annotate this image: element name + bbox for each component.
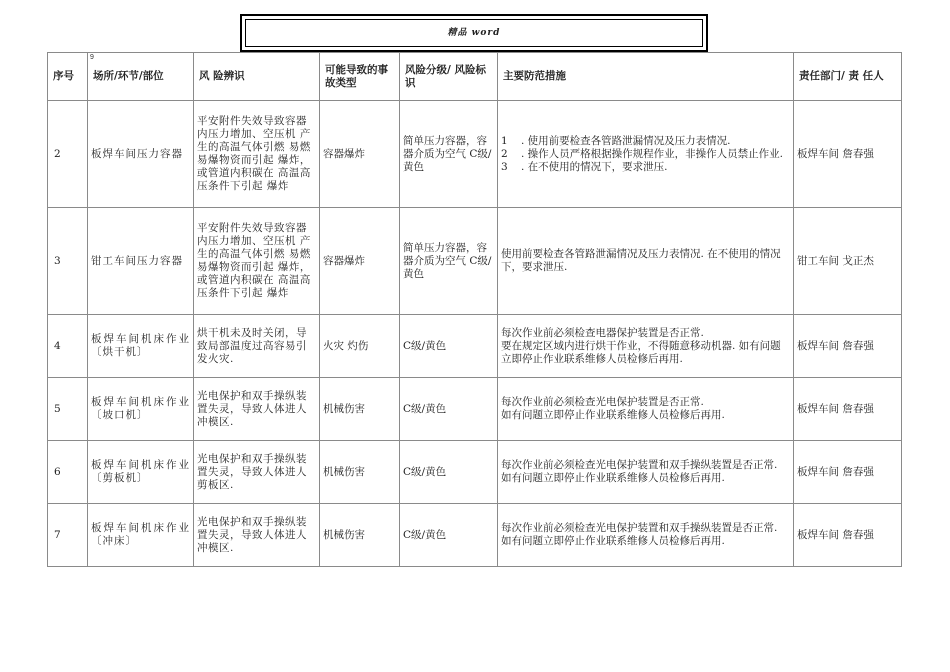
measure-item: 每次作业前必须检查光电保护装置是否正常. xyxy=(501,396,704,408)
row-measures xyxy=(498,441,794,504)
measure-item xyxy=(501,148,790,161)
table-row xyxy=(48,378,902,441)
row-location: 板焊车间机床作业〔烘干机〕 xyxy=(88,315,194,378)
row-accident: 火灾 灼伤 xyxy=(320,315,400,378)
row-dept: 板焊车间 詹春强 xyxy=(794,378,902,441)
table-row xyxy=(48,315,902,378)
row-accident: 容器爆炸 xyxy=(320,101,400,208)
measure-item: 每次作业前必须检查光电保护装置和双手操纵装置是否正常. xyxy=(501,522,778,534)
measure-num: 2 xyxy=(501,147,508,160)
row-accident: 机械伤害 xyxy=(320,504,400,567)
row-no: 7 xyxy=(48,504,88,567)
table-row xyxy=(48,101,902,208)
measure-item xyxy=(501,135,790,148)
row-dept: 板焊车间 詹春强 xyxy=(794,441,902,504)
row-accident: 机械伤害 xyxy=(320,441,400,504)
measure-item: 如有问题立即停止作业联系维修人员检修后再用. xyxy=(501,535,725,547)
row-level: C级/黄色 xyxy=(400,378,498,441)
row-measures xyxy=(498,101,794,208)
measure-text: . 使用前要检查各管路泄漏情况及压力表情况. xyxy=(521,134,731,147)
header-accident: 可能导致的事故类型 xyxy=(320,53,400,101)
row-location: 板焊车间机床作业〔冲床〕 xyxy=(88,504,194,567)
row-accident: 容器爆炸 xyxy=(320,208,400,315)
page-marker: 9 xyxy=(90,54,94,61)
measure-item: 每次作业前必须检查电器保护装置是否正常. xyxy=(501,326,704,339)
measure-num: 3 xyxy=(501,160,508,173)
row-accident: 机械伤害 xyxy=(320,378,400,441)
header-measures: 主要防范措施 xyxy=(498,53,794,101)
row-dept: 钳工车间 戈正杰 xyxy=(794,208,902,315)
table-row xyxy=(48,441,902,504)
row-no: 5 xyxy=(48,378,88,441)
banner-text: 精品 word xyxy=(447,28,501,38)
row-level: C级/黄色 xyxy=(400,315,498,378)
row-hazard: 平安附件失效导致容器内压力增加、空压机 产生的高温气体引燃 易燃易爆物资而引起 爆炸，或管道内积碳在 高温高压条件下引起 爆炸 xyxy=(194,101,320,208)
row-level: 简单压力容器，容器介质为空气 C级/黄色 xyxy=(400,101,498,208)
measure-item: 每次作业前必须检查光电保护装置和双手操纵装置是否正常. xyxy=(501,459,778,471)
row-location: 钳工车间压力容器 xyxy=(88,208,194,315)
header-dept: 责任部门/ 责 任人 xyxy=(794,53,902,101)
measure-text: . 在不使用的情况下，要求泄压. xyxy=(521,160,668,173)
row-no: 3 xyxy=(48,208,88,315)
row-measures: 使用前要检查各管路泄漏情况及压力表情况. 在不使用的情况下，要求泄压. xyxy=(498,208,794,315)
measure-item: 如有问题立即停止作业联系维修人员检修后再用. xyxy=(501,472,725,484)
measure-num: 1 xyxy=(501,134,508,147)
row-measures xyxy=(498,315,794,378)
row-hazard: 光电保护和双手操纵装置失灵，导致人体进人冲模区. xyxy=(194,378,320,441)
measure-item: 如有问题立即停止作业联系维修人员检修后再用. xyxy=(501,409,725,421)
row-measures xyxy=(498,504,794,567)
row-no: 6 xyxy=(48,441,88,504)
row-hazard: 光电保护和双手操纵装置失灵，导致人体进人剪板区. xyxy=(194,441,320,504)
row-dept: 板焊车间 詹春强 xyxy=(794,315,902,378)
row-no: 4 xyxy=(48,315,88,378)
risk-assessment-table xyxy=(47,52,902,567)
row-dept: 板焊车间 詹春强 xyxy=(794,504,902,567)
measure-text: . 操作人员严格根据操作规程作业，非操作人员禁止作业. xyxy=(521,147,784,160)
row-dept: 板焊车间 詹春强 xyxy=(794,101,902,208)
measure-item xyxy=(501,161,790,174)
row-hazard: 烘干机未及时关闭，导致局部温度过高容易引发火灾. xyxy=(194,315,320,378)
header-hazard: 风 险辨识 xyxy=(194,53,320,101)
table-row xyxy=(48,208,902,315)
row-level: C级/黄色 xyxy=(400,441,498,504)
header-no: 序号 xyxy=(48,53,88,101)
row-location: 板焊车间压力容器 xyxy=(88,101,194,208)
row-location: 板焊车间机床作业〔剪板机〕 xyxy=(88,441,194,504)
row-level: 简单压力容器，容器介质为空气 C级/黄色 xyxy=(400,208,498,315)
row-hazard: 光电保护和双手操纵装置失灵，导致人体进人冲模区. xyxy=(194,504,320,567)
header-level: 风险分级/ 风险标识 xyxy=(400,53,498,101)
table-header-row xyxy=(48,53,902,101)
row-location: 板焊车间机床作业〔坡口机〕 xyxy=(88,378,194,441)
table-row xyxy=(48,504,902,567)
header-location: 场所/环节/部位 xyxy=(88,53,194,101)
measure-item: 要在规定区域内进行烘干作业，不得随意移动机器. 如有问题立即停止作业联系维修人员检修后再用. xyxy=(501,339,781,365)
row-level: C级/黄色 xyxy=(400,504,498,567)
page-header-banner xyxy=(240,14,708,52)
row-hazard: 平安附件失效导致容器内压力增加、空压机 产生的高温气体引燃 易燃易爆物资而引起 爆炸，或管道内积碳在 高温高压条件下引起 爆炸 xyxy=(194,208,320,315)
row-measures xyxy=(498,378,794,441)
row-no: 2 xyxy=(48,101,88,208)
